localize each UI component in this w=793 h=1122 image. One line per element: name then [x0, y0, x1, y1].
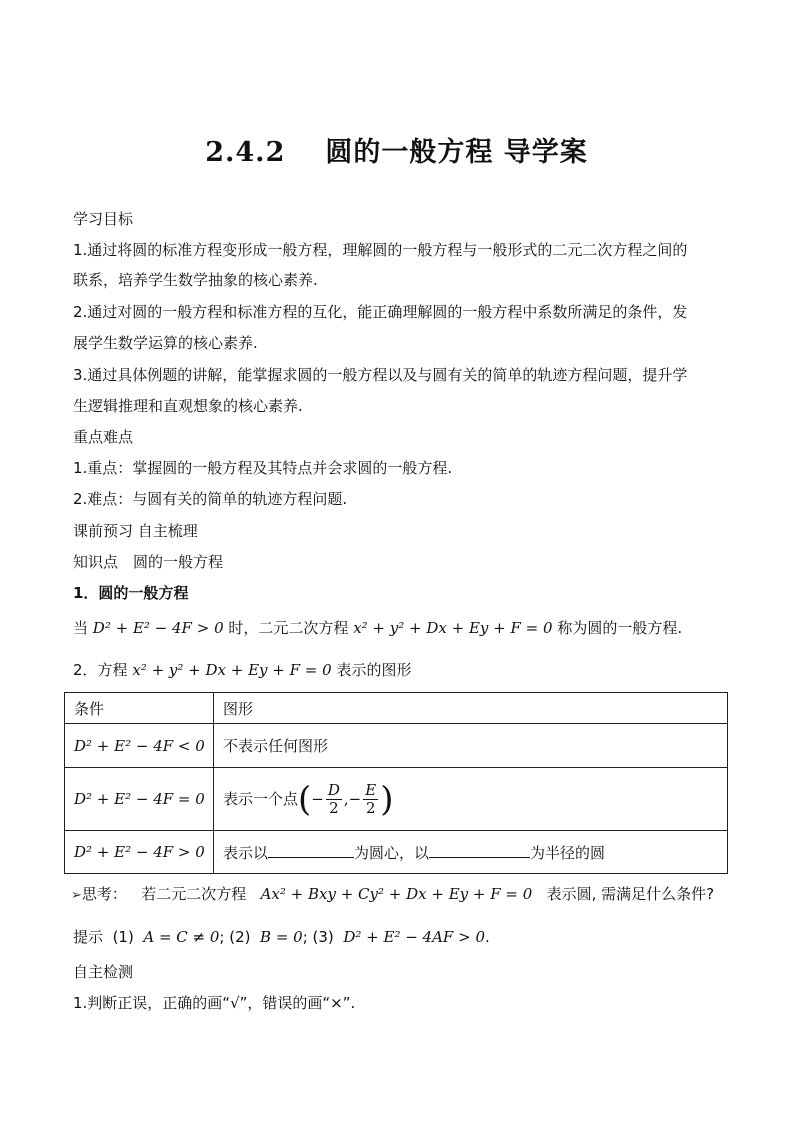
hint-part: ; (2) [219, 928, 251, 946]
hint-condition: B = 0 [260, 928, 303, 946]
think-line [71, 884, 714, 906]
row-shape-text: 为半径的圆 [530, 843, 606, 862]
def-middle: 时，二元二次方程 [228, 619, 349, 637]
goal-line: 3.通过具体例题的讲解，能掌握求圆的一般方程以及与圆有关的简单的轨迹方程问题，提升学 [73, 366, 688, 384]
title-text: 圆的一般方程 导学案 [325, 137, 588, 168]
row-shape: 不表示任何图形 [214, 724, 728, 768]
row-shape-text: 为圆心，以 [354, 843, 430, 862]
think-equation: Ax² + Bxy + Cy² + Dx + Ey + F = 0 [260, 885, 533, 903]
row-condition: D² + E² − 4F = 0 [65, 768, 214, 831]
hint-part: (1) [112, 928, 134, 946]
goals-heading: 学习目标 [73, 210, 134, 228]
sub2-equation: x² + y² + Dx + Ey + F = 0 [132, 661, 332, 679]
title-number: 2.4.2 [205, 137, 286, 168]
frac-numerator: D [327, 780, 340, 799]
row-condition: D² + E² − 4F < 0 [65, 724, 214, 768]
row-shape-text: 表示一个点 [223, 789, 299, 808]
def-prefix: 当 [73, 619, 89, 637]
table-row [65, 768, 728, 831]
definition-line [73, 618, 682, 638]
preview-heading: 课前预习 自主梳理 [73, 522, 198, 540]
left-paren: ( [298, 779, 312, 819]
knowledge-point: 知识点 圆的一般方程 [73, 553, 224, 571]
center-blank[interactable] [268, 843, 354, 858]
fraction-e [363, 782, 378, 817]
table-header-row [65, 693, 728, 724]
sub2-prefix: 2．方程 [73, 661, 128, 679]
arrow-bullet-icon: ➢ [71, 888, 82, 903]
comma: ,− [343, 789, 362, 808]
section-general-equation: 1．圆的一般方程 [73, 584, 189, 602]
goal-line: 展学生数学运算的核心素养. [73, 334, 258, 352]
def-equation: x² + y² + Dx + Ey + F = 0 [353, 619, 553, 637]
def-suffix: 称为圆的一般方程. [557, 619, 683, 637]
table-row [65, 724, 728, 768]
sub2-suffix: 表示的图形 [336, 661, 412, 679]
goal-line: 生逻辑推理和直观想象的核心素养. [73, 397, 303, 415]
selfcheck-heading: 自主检测 [73, 963, 134, 981]
goal-line: 1.通过将圆的标准方程变形成一般方程，理解圆的一般方程与一般形式的二元二次方程之间的 [73, 241, 688, 259]
hint-label: 提示 [73, 928, 104, 946]
hint-end: . [485, 928, 490, 946]
page-title [0, 130, 793, 169]
hint-part: ; (3) [302, 928, 334, 946]
frac-denominator: 2 [329, 798, 339, 817]
frac-denominator: 2 [365, 798, 376, 817]
row-shape-text: 表示以 [223, 843, 269, 862]
keypoints-heading: 重点难点 [73, 428, 134, 446]
goal-line: 联系，培养学生数学抽象的核心素养. [73, 271, 318, 289]
figure-section-heading [73, 660, 411, 680]
minus-sign: − [311, 789, 324, 808]
think-prefix: 若二元二次方程 [141, 885, 247, 903]
hint-line [73, 927, 490, 947]
hint-condition: D² + E² − 4AF > 0 [343, 928, 485, 946]
header-shape: 图形 [214, 693, 728, 724]
condition-table [64, 692, 728, 874]
def-condition: D² + E² − 4F > 0 [92, 619, 224, 637]
row-shape [214, 768, 728, 831]
frac-numerator: E [365, 780, 377, 799]
table-row [65, 831, 728, 874]
goal-line: 2.通过对圆的一般方程和标准方程的互化，能正确理解圆的一般方程中系数所满足的条件，发 [73, 303, 688, 321]
hint-condition: A = C ≠ 0 [143, 928, 220, 946]
keypoint-line: 1.重点：掌握圆的一般方程及其特点并会求圆的一般方程. [73, 459, 453, 477]
think-label: 思考： [81, 885, 127, 903]
right-paren: ) [380, 779, 394, 819]
row-shape [214, 831, 728, 874]
fraction-d [326, 782, 342, 817]
row-condition: D² + E² − 4F > 0 [65, 831, 214, 874]
keypoint-line: 2.难点：与圆有关的简单的轨迹方程问题. [73, 490, 348, 508]
radius-blank[interactable] [429, 843, 530, 858]
header-condition: 条件 [65, 693, 214, 724]
selfcheck-line: 1.判断正误，正确的画“√”，错误的画“×”. [73, 994, 356, 1012]
think-suffix: 表示圆, 需满足什么条件? [546, 885, 715, 903]
